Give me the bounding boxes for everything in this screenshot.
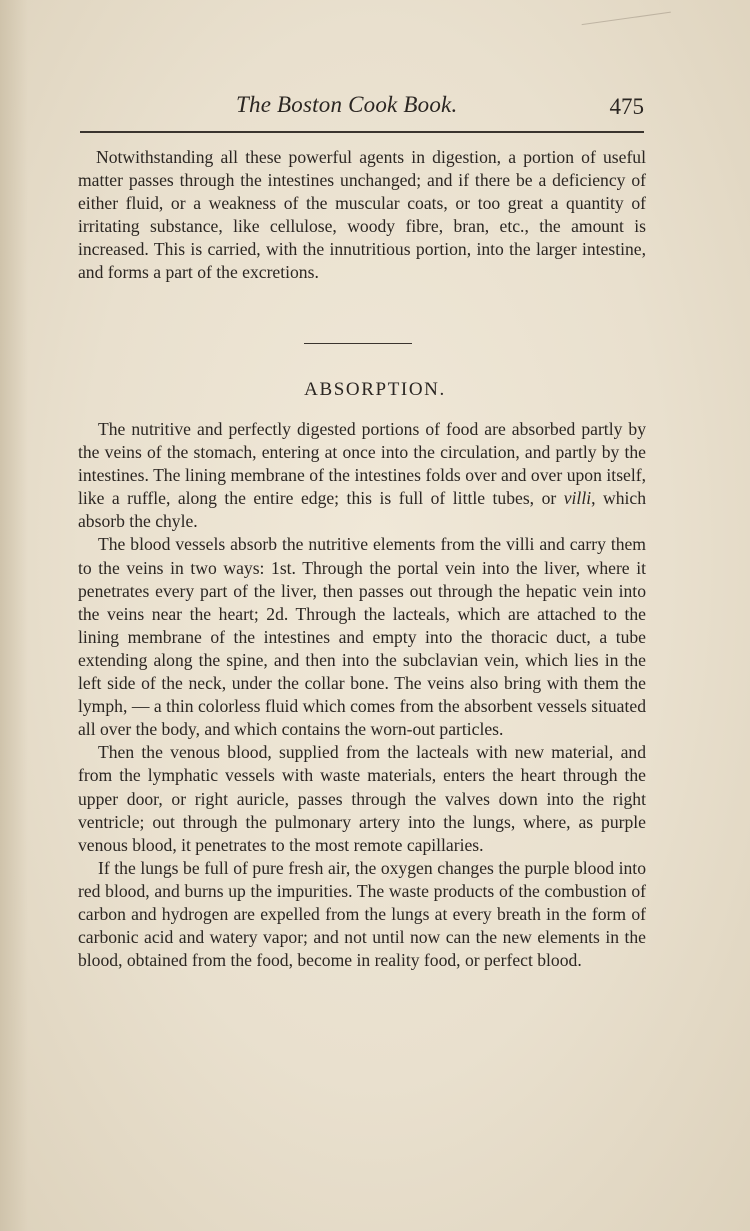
paragraph-text: The nutritive and perfectly digested portions of food are absorbed partly by the veins of the stomach, entering at once into the circulation, and partly by the intestines. The lining membrane of the intestines folds over and over upon itself, like a ruffle, along the entire edge; this is full of little tubes, or [78,419,646,509]
paragraph-lungs: If the lungs be full of pure fresh air, the oxygen changes the purple blood into red blood, and burns up the impurities. The waste products of the combustion of carbon and hydrogen are expelled from the lungs at every breath in the form of carbonic acid and watery vapor; and not until now can the new elements in the blood, obtained from the food, become in reality food, or perfect blood. [78,857,646,971]
paragraph-venous-blood: Then the venous blood, supplied from the lacteals with new material, and from the lymphatic vessels with waste materials, enters the heart through the upper door, or right auricle, passes through the valves down into the right ventricle; out through the pulmonary artery into the lungs, where, as purple venous blood, it penetrates to the most remote capillaries. [78,742,646,855]
header-rule [80,131,644,133]
section-heading: ABSORPTION. [304,379,446,400]
running-header [78,92,646,132]
paragraph-blood-vessels: The blood vessels absorb the nutritive elements from the villi and carry them to the veins in two ways: 1st. Through the portal vein into the liver, where it penetrates every part of the liver, then passes out through the hepatic vein into the veins near the heart; 2d. Through the lacteals, which are attached to the lining membrane of the intestines and empty into the thoracic duct, a tube extending along the spine, and then into the subclavian vein, which lies in the left side of the neck, under the collar bone. The veins also bring with them the lymph, — a thin colorless fluid which comes from the absorbent vessels situated all over the body, and which contains the worn-out particles. [78,534,646,740]
section-divider [304,343,412,344]
page-number: 475 [609,94,644,119]
running-title: The Boston Cook Book. [236,92,458,117]
paragraph-villi [78,418,646,533]
italic-term: villi [563,488,592,509]
intro-paragraph: Notwithstanding all these powerful agents in digestion, a portion of useful matter passes through the intestines unchanged; and if there be a deficiency of either fluid, or a weakness of the muscular coats, or too great a quantity of irritating substance, like cellulose, woody fibre, bran, etc., the amount is increased. This is carried, with the innutritious portion, into the larger intestine, and forms a part of the excretions. [78,147,646,283]
absorption-section [78,418,646,972]
page-mark [579,0,671,25]
paragraph-text: , which absorb the chyle. [78,488,647,532]
